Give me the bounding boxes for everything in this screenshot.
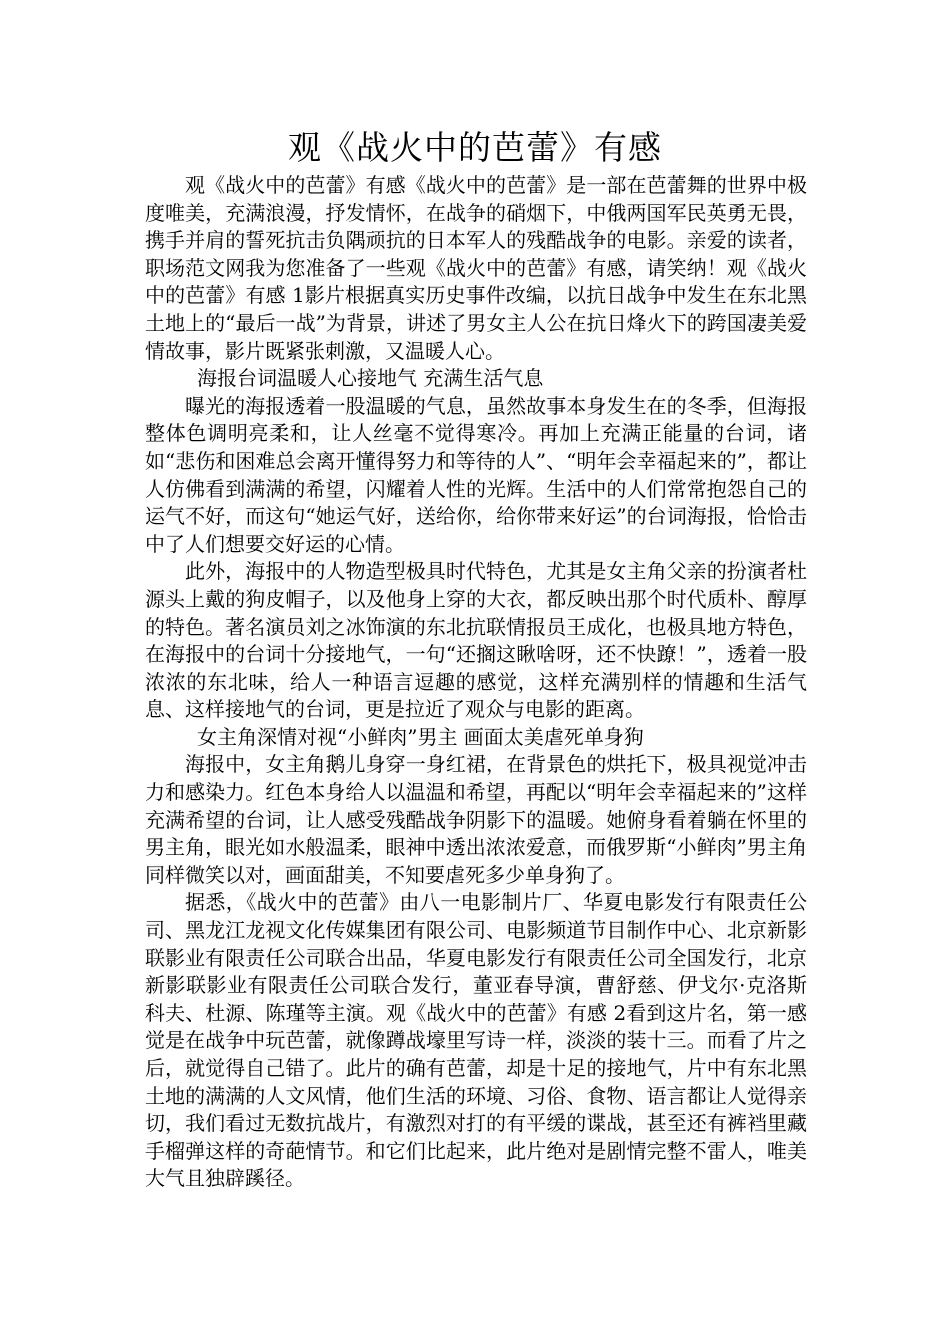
paragraph-poster-scene: 海报中，女主角鹅儿身穿一身红裙，在背景色的烘托下，极具视觉冲击力和感染力。红色本身给人以温温和希望，再配以“明年会幸福起来的”这样充满希望的台词，让人感受残酷战争阴影下的温暖。她俯身看着躺在怀里的男主角，眼光如水般温柔，眼神中透出浓浓爱意，而俄罗斯“小鲜肉”男主角同样微笑以对，画面甜美，不知要虐死多少单身狗了。 bbox=[145, 752, 807, 887]
paragraph-poster-warmth: 曝光的海报透着一股温暖的气息，虽然故事本身发生在的冬季，但海报整体色调明亮柔和，让人丝毫不觉得寒冷。再加上充满正能量的台词，诸如“悲伤和困难总会离开懂得努力和等待的人”、“明年会幸福起来的”，都让人仿佛看到满满的希望，闪耀着人性的光辉。生活中的人们常常抱怨自己的运气不好，而这句“她运气好，送给你，给你带来好运”的台词海报，恰恰击中了人们想要交好运的心情。 bbox=[145, 393, 807, 556]
paragraph-characters: 此外，海报中的人物造型极具时代特色，尤其是女主角父亲的扮演者杜源头上戴的狗皮帽子，以及他身上穿的大衣，都反映出那个时代质朴、醇厚的特色。著名演员刘之冰饰演的东北抗联情报员王成化，也极具地方特色，在海报中的台词十分接地气，一句“还搁这瞅啥呀，还不快蹽！”，透着一股浓浓的东北味，给人一种语言逗趣的感觉，这样充满别样的情趣和生活气息、这样接地气的台词，更是拉近了观众与电影的距离。 bbox=[145, 559, 807, 722]
subheading-poster-lines: 海报台词温暖人心接地气 充满生活气息 bbox=[197, 366, 544, 391]
document-body bbox=[145, 172, 807, 1193]
document-title: 观《战火中的芭蕾》有感 bbox=[288, 128, 662, 167]
subheading-lead-roles: 女主角深情对视“小鲜肉”男主 画面太美虐死单身狗 bbox=[197, 724, 644, 749]
paragraph-intro: 观《战火中的芭蕾》有感《战火中的芭蕾》是一部在芭蕾舞的世界中极度唯美，充满浪漫，抒发情怀，在战争的硝烟下，中俄两国军民英勇无畏，携手并肩的誓死抗击负隅顽抗的日本军人的残酷战争的电影。亲爱的读者，职场范文网我为您准备了一些观《战火中的芭蕾》有感，请笑纳！观《战火中的芭蕾》有感 1影片根据真实历史事件改编，以抗日战争中发生在东北黑土地上的“最后一战”为背景，讲述了男女主人公在抗日烽火下的跨国凄美爱情故事，影片既紧张刺激，又温暖人心。 bbox=[145, 173, 807, 363]
paragraph-production: 据悉，《战火中的芭蕾》由八一电影制片厂、华夏电影发行有限责任公司、黑龙江龙视文化传媒集团有限公司、电影频道节目制作中心、北京新影联影业有限责任公司联合出品，华夏电影发行有限责任公司全国发行，北京新影联影业有限责任公司联合发行，董亚春导演，曹舒慈、伊戈尔·克洛斯科夫、杜源、陈瑾等主演。观《战火中的芭蕾》有感 2看到这片名，第一感觉是在战争中玩芭蕾，就像蹲战壕里写诗一样，淡淡的装十三。而看了片之后，就觉得自己错了。此片的确有芭蕾，却是十足的接地气，片中有东北黑土地的满满的人文风情，他们生活的环境、习俗、食物、语言都让人觉得亲切，我们看过无数抗战片，有激烈对打的有平缓的谍战，甚至还有裤裆里藏手榴弹这样的奇葩情节。和它们比起来，此片绝对是剧情完整不雷人，唯美大气且独辟蹊径。 bbox=[145, 890, 807, 1191]
